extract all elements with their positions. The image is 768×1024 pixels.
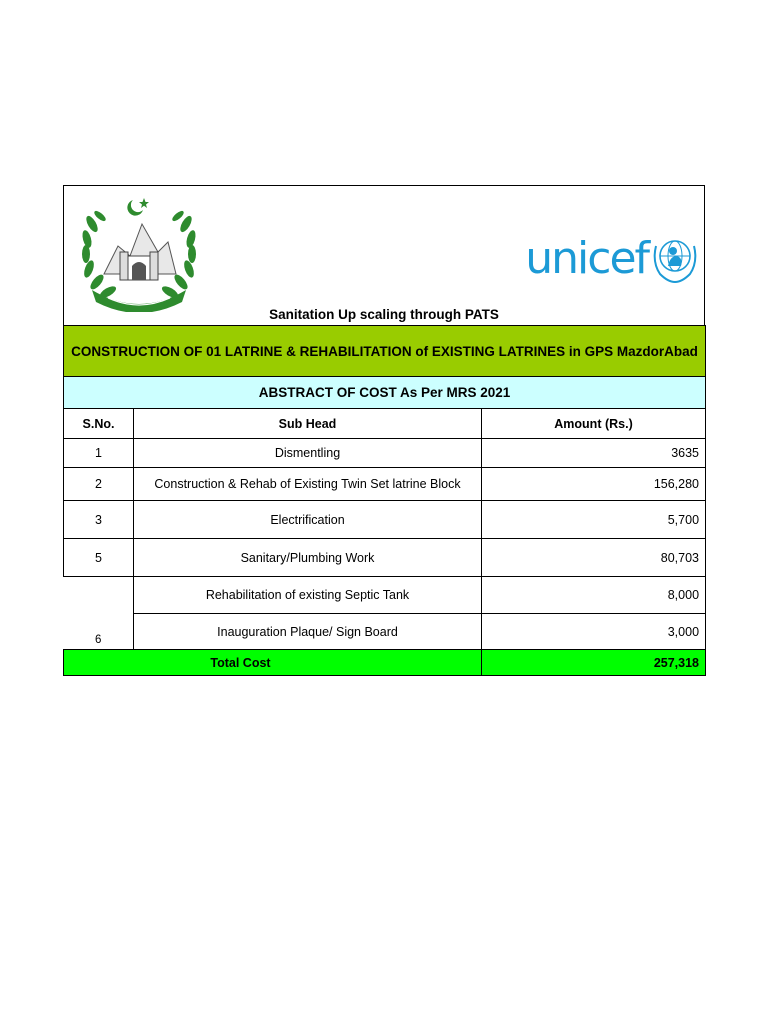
- row-subhead: Dismentling: [134, 439, 482, 468]
- table-row: [64, 614, 706, 650]
- row-sno: 5: [64, 539, 134, 577]
- row-sno: 6: [64, 577, 134, 650]
- total-amount: 257,318: [482, 650, 706, 676]
- abstract-title: ABSTRACT OF COST As Per MRS 2021: [64, 377, 706, 409]
- row-amount: 3635: [482, 439, 706, 468]
- unicef-emblem-icon: [650, 232, 700, 286]
- project-title: CONSTRUCTION OF 01 LATRINE & REHABILITATION of EXISTING LATRINES in GPS MazdorAbad: [64, 326, 706, 377]
- header-box: [63, 185, 705, 325]
- kp-government-emblem-icon: [78, 194, 200, 312]
- table-row: [64, 439, 706, 468]
- header-sno: S.No.: [64, 409, 134, 439]
- unicef-wordmark: unicef: [525, 233, 648, 284]
- row-subhead: Sanitary/Plumbing Work: [134, 539, 482, 577]
- row-subhead: Rehabilitation of existing Septic Tank: [134, 577, 482, 614]
- row-amount: 156,280: [482, 468, 706, 501]
- row-subhead: Electrification: [134, 501, 482, 539]
- table-row: [64, 501, 706, 539]
- cost-abstract-sheet: [63, 185, 705, 676]
- total-label: Total Cost: [64, 650, 482, 676]
- unicef-logo: [525, 232, 700, 286]
- row-sno: 2: [64, 468, 134, 501]
- row-subhead: Inauguration Plaque/ Sign Board: [134, 614, 482, 650]
- total-row: [64, 650, 706, 676]
- header-subhead: Sub Head: [134, 409, 482, 439]
- table-row: [64, 577, 706, 614]
- cost-table: [63, 325, 706, 676]
- row-sno: 1: [64, 439, 134, 468]
- row-amount: 80,703: [482, 539, 706, 577]
- table-row: [64, 539, 706, 577]
- table-header-row: [64, 409, 706, 439]
- row-amount: 8,000: [482, 577, 706, 614]
- row-amount: 3,000: [482, 614, 706, 650]
- row-subhead: Construction & Rehab of Existing Twin Set latrine Block: [134, 468, 482, 501]
- program-subtitle: Sanitation Up scaling through PATS: [269, 307, 499, 322]
- table-row: [64, 468, 706, 501]
- row-sno: 3: [64, 501, 134, 539]
- row-amount: 5,700: [482, 501, 706, 539]
- header-amount: Amount (Rs.): [482, 409, 706, 439]
